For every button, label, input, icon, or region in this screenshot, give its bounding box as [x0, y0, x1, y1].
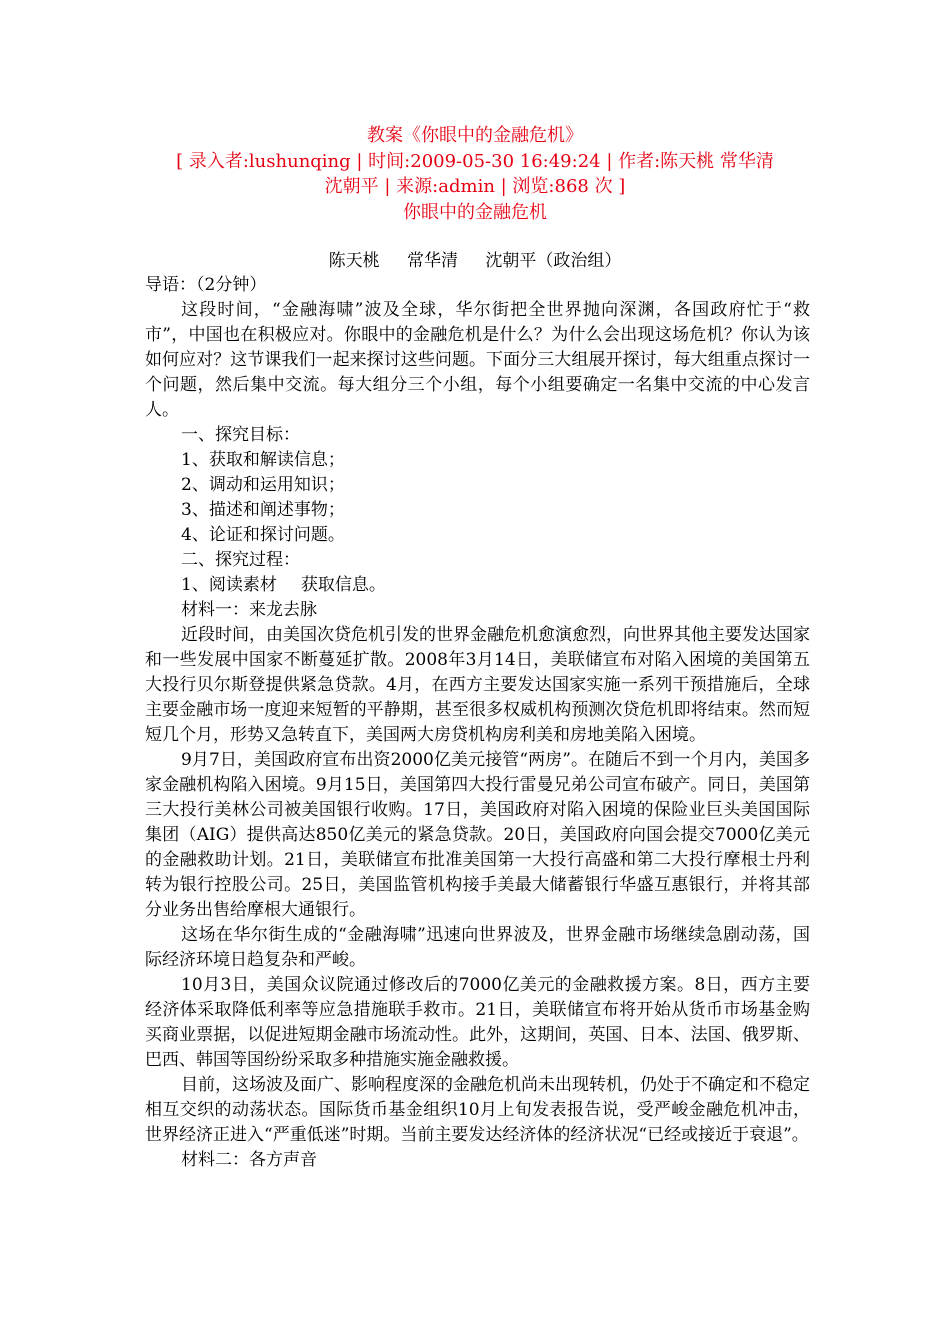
material-2-title: 材料二：各方声音 — [181, 1150, 317, 1170]
intro-paragraph: 这段时间，“金融海啸”波及全球，华尔街把全世界抛向深渊，各国政府忙于“救市”，中国也在积极应对。你眼中的金融危机是什么？为什么会出现这场危机？你认为该如何应对？这节课我们一起来探讨这些问题。下面分三大组展开探讨，每大组重点探讨一个问题，然后集中交流。每大组分三个小组，每个小组要确定一名集中交流的中心发言人。 — [145, 300, 810, 420]
goal-item: 3、描述和阐述事物； — [181, 500, 345, 520]
material-1-paragraph: 这场在华尔街生成的“金融海啸”迅速向世界波及，世界金融市场继续急剧动荡，国际经济环境日趋复杂和严峻。 — [145, 925, 810, 970]
doc-title: 教案《你眼中的金融危机》 — [367, 125, 583, 146]
doc-subtitle: 你眼中的金融危机 — [403, 202, 547, 223]
step-1-label: 1、阅读素材 — [181, 575, 277, 595]
step-1-text: 获取信息。 — [300, 575, 386, 595]
goals-heading: 一、探究目标： — [181, 425, 300, 445]
process-heading: 二、探究过程： — [181, 550, 300, 570]
goal-item: 4、论证和探讨问题。 — [181, 525, 345, 545]
material-1-paragraph: 9月7日，美国政府宣布出资2000亿美元接管“两房”。在随后不到一个月内，美国多家金融机构陷入困境。9月15日，美国第四大投行雷曼兄弟公司宣布破产。同日，美国第三大投行美林公司被美国银行收购。17日，美国政府对陷入困境的保险业巨头美国国际集团（AIG）提供高达850亿美元的紧急贷款。20日，美国政府向国会提交7000亿美元的金融救助计划。21日，美联储宣布批准美国第一大投行高盛和第二大投行摩根士丹利转为银行控股公司。25日，美国监管机构接手美最大储蓄银行华盛互惠银行，并将其部分业务出售给摩根大通银行。 — [145, 750, 810, 920]
goal-item: 2、调动和运用知识； — [181, 475, 345, 495]
authors-line: 陈天桃 常华清 沈朝平（政治组） — [328, 251, 622, 271]
material-1-paragraph: 目前，这场波及面广、影响程度深的金融危机尚未出现转机，仍处于不确定和不稳定相互交织的动荡状态。国际货币基金组织10月上旬发表报告说，受严峻金融危机冲击，世界经济正进入“严重低迷”时期。当前主要发达经济体的经济状况“已经或接近于衰退”。 — [145, 1075, 810, 1145]
meta-line-1: [ 录入者:lushunqing | 时间:2009-05-30 16:49:24 | 作者:陈天桃 常华清 — [176, 151, 774, 172]
goal-item: 1、获取和解读信息； — [181, 450, 345, 470]
intro-label: 导语：（2分钟） — [145, 275, 267, 295]
material-1-title: 材料一：来龙去脉 — [181, 600, 317, 620]
material-1-paragraph: 10月3日，美国众议院通过修改后的7000亿美元的金融救援方案。8日，西方主要经济体采取降低利率等应急措施联手救市。21日，美联储宣布将开始从货币市场基金购买商业票据，以促进短期金融市场流动性。此外，这期间，英国、日本、法国、俄罗斯、巴西、韩国等国纷纷采取多种措施实施金融救援。 — [145, 975, 810, 1070]
material-1-paragraph: 近段时间，由美国次贷危机引发的世界金融危机愈演愈烈，向世界其他主要发达国家和一些发展中国家不断蔓延扩散。2008年3月14日，美联储宣布对陷入困境的美国第五大投行贝尔斯登提供紧急贷款。4月，在西方主要发达国家实施一系列干预措施后，全球主要金融市场一度迎来短暂的平静期，甚至很多权威机构预测次贷危机即将结束。然而短短几个月，形势又急转直下，美国两大房贷机构房利美和房地美陷入困境。 — [145, 625, 810, 745]
step-1 — [145, 573, 810, 598]
document-body — [145, 273, 810, 1173]
meta-line-2: 沈朝平 | 来源:admin | 浏览:868 次 ] — [324, 176, 626, 197]
